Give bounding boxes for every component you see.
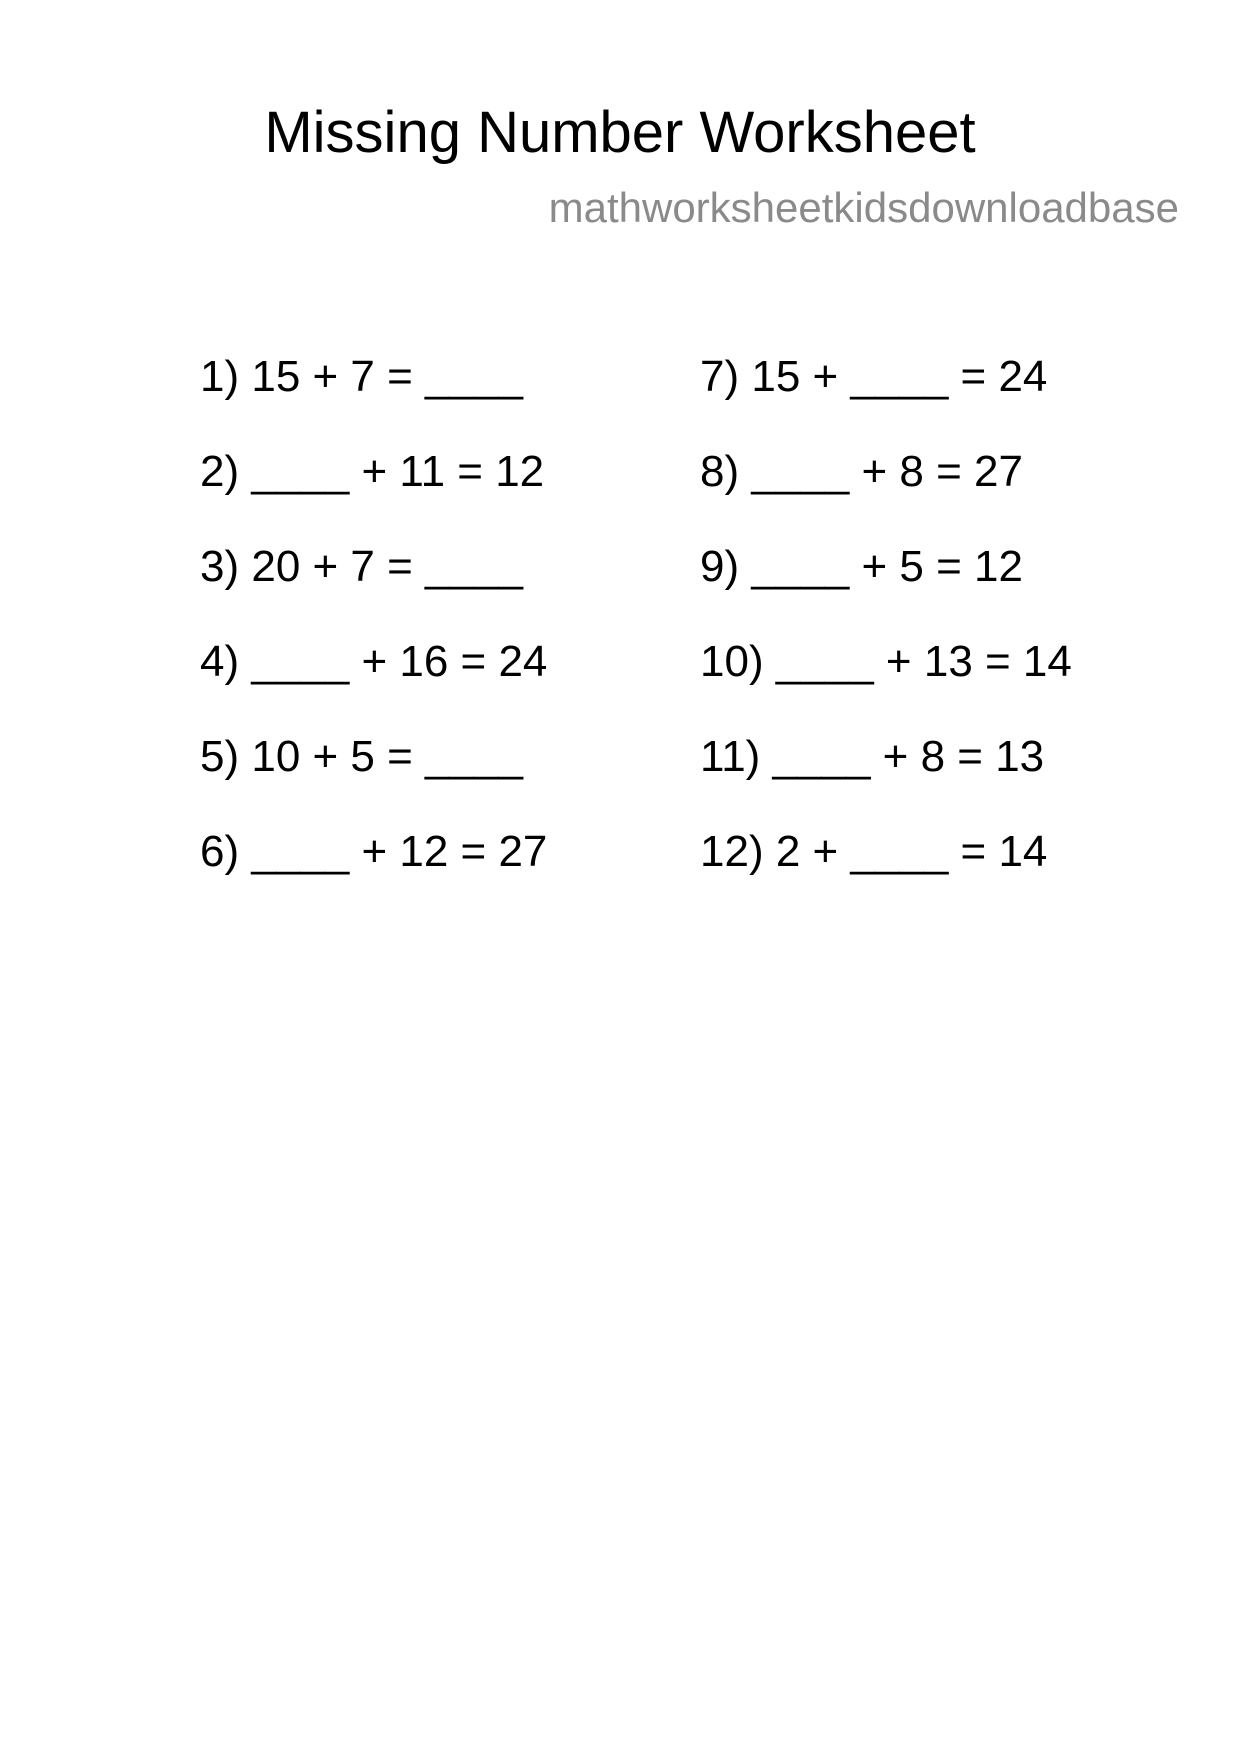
problem-8: 8) ____ + 8 = 27 <box>700 447 1023 496</box>
problem-2: 2) ____ + 11 = 12 <box>200 447 545 496</box>
problem-3: 3) 20 + 7 = ____ <box>200 542 523 591</box>
problem-5: 5) 10 + 5 = ____ <box>200 732 523 781</box>
problem-6: 6) ____ + 12 = 27 <box>200 827 548 876</box>
problem-column-left <box>200 352 547 922</box>
problem-1: 1) 15 + 7 = ____ <box>200 352 523 401</box>
problem-4: 4) ____ + 16 = 24 <box>200 637 548 686</box>
source-watermark: mathworksheetkidsdownloadbase <box>548 184 1179 231</box>
problem-11: 11) ____ + 8 = 13 <box>700 732 1045 781</box>
problem-9: 9) ____ + 5 = 12 <box>700 542 1023 591</box>
worksheet-title: Missing Number Worksheet <box>264 100 976 165</box>
problem-12: 12) 2 + ____ = 14 <box>700 827 1048 876</box>
problem-column-right <box>700 352 1072 922</box>
problem-10: 10) ____ + 13 = 14 <box>700 637 1072 686</box>
problem-7: 7) 15 + ____ = 24 <box>700 352 1048 401</box>
